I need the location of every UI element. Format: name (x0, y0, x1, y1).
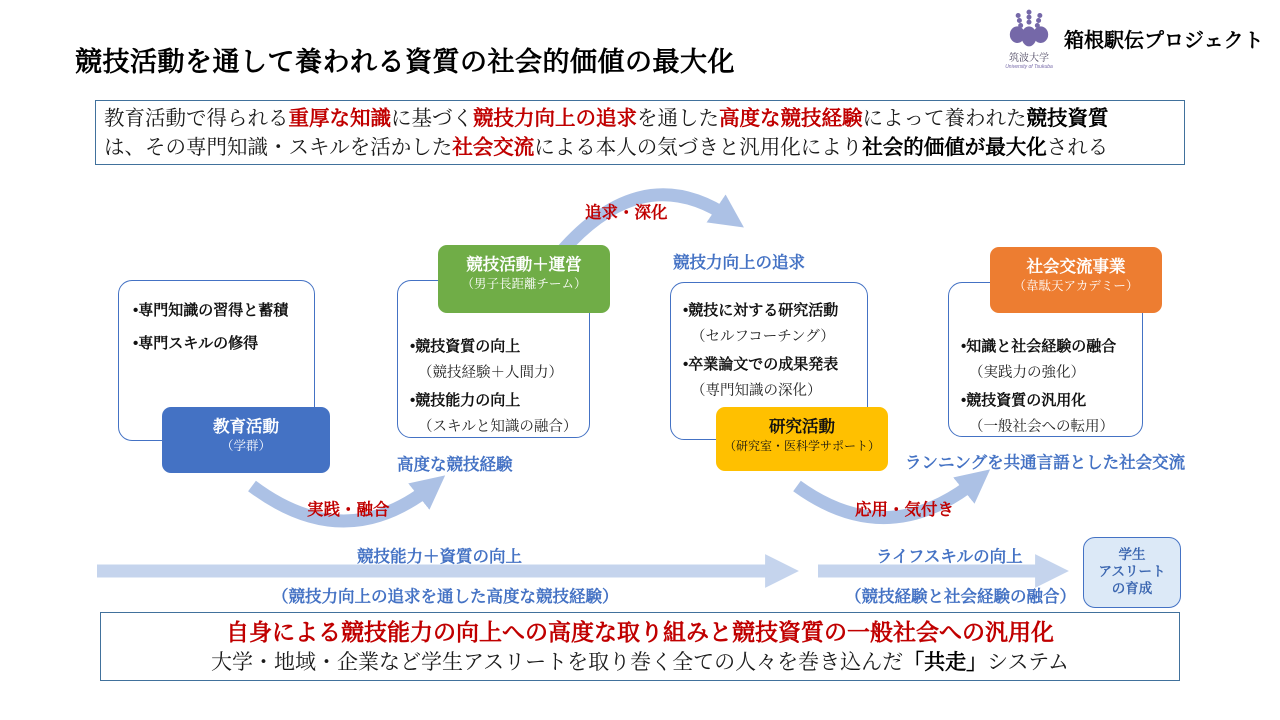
bullet-item: •競技能力の向上 (410, 392, 521, 409)
mission-line-1: 自身による競技能力の向上への高度な取り組みと競技資質の一般社会への汎用化 (226, 619, 1054, 645)
label-life-skill-sub: （競技経験と社会経験の融合） (845, 588, 1076, 606)
label-life-skill-up: ライフスキルの向上 (876, 548, 1023, 566)
bullet-sub: （セルフコーチング） (691, 329, 835, 345)
research-activity-box: 研究活動 （研究室・医科学サポート） (716, 407, 888, 471)
bullet-sub: （専門知識の深化） (691, 383, 822, 399)
bullet-sub: （スキルと知識の融合） (418, 419, 578, 435)
competition-activity-box: 競技活動＋運営 （男子長距離チーム） (438, 245, 610, 313)
bullet-item: •知識と社会経験の融合 (961, 338, 1117, 355)
label-ability-up-sub: （競技力向上の追求を通した高度な競技経験） (272, 588, 619, 606)
bullet-item: •卒業論文での成果発表 (683, 356, 839, 373)
education-activity-box: 教育活動 （学群） (162, 407, 330, 473)
label-advanced-experience: 高度な競技経験 (397, 456, 513, 474)
label-application-awareness: 応用・気付き (855, 501, 954, 519)
bullet-sub: （競技経験＋人間力） (418, 365, 563, 381)
label-practice-fusion: 実践・融合 (307, 501, 390, 519)
bullet-item: •競技資質の汎用化 (961, 392, 1087, 409)
bullet-sub: （一般社会への転用） (969, 419, 1114, 435)
label-goal-pursuit: 競技力向上の追求 (673, 254, 805, 272)
label-ability-up: 競技能力＋資質の向上 (357, 548, 522, 566)
bullet-item: •競技資質の向上 (410, 338, 521, 355)
bullet-item: •競技に対する研究活動 (683, 302, 839, 319)
social-exchange-box: 社会交流事業 （韋駄天アカデミー） (990, 247, 1162, 313)
intro-line-1: 教育活動で得られる重厚な知識に基づく競技力向上の追求を通した高度な競技経験によって養われた競技資質 (104, 107, 1109, 130)
page-title: 競技活動を通して養われる資質の社会的価値の最大化 (75, 47, 735, 77)
mission-line-2: 大学・地域・企業など学生アスリートを取り巻く全ての人々を巻き込んだ「共走」システム (210, 651, 1070, 674)
label-running-social: ランニングを共通言語とした社会交流 (905, 454, 1186, 472)
bullet-item: •専門知識の習得と蓄積 (133, 302, 289, 319)
university-name-en: University of Tsukuba (1005, 64, 1053, 70)
bullet-item: •専門スキルの修得 (133, 335, 259, 352)
label-pursuit-deepening: 追求・深化 (585, 204, 668, 222)
project-title: 箱根駅伝プロジェクト (1064, 30, 1264, 52)
intro-line-2: は、その専門知識・スキルを活かした社会交流による本人の気づきと汎用化により社会的価値が最大化される (104, 136, 1109, 159)
university-name: 筑波大学 (1009, 53, 1049, 64)
student-athlete-box: 学生 アスリート の育成 (1083, 537, 1181, 608)
bullet-sub: （実践力の強化） (969, 365, 1085, 381)
